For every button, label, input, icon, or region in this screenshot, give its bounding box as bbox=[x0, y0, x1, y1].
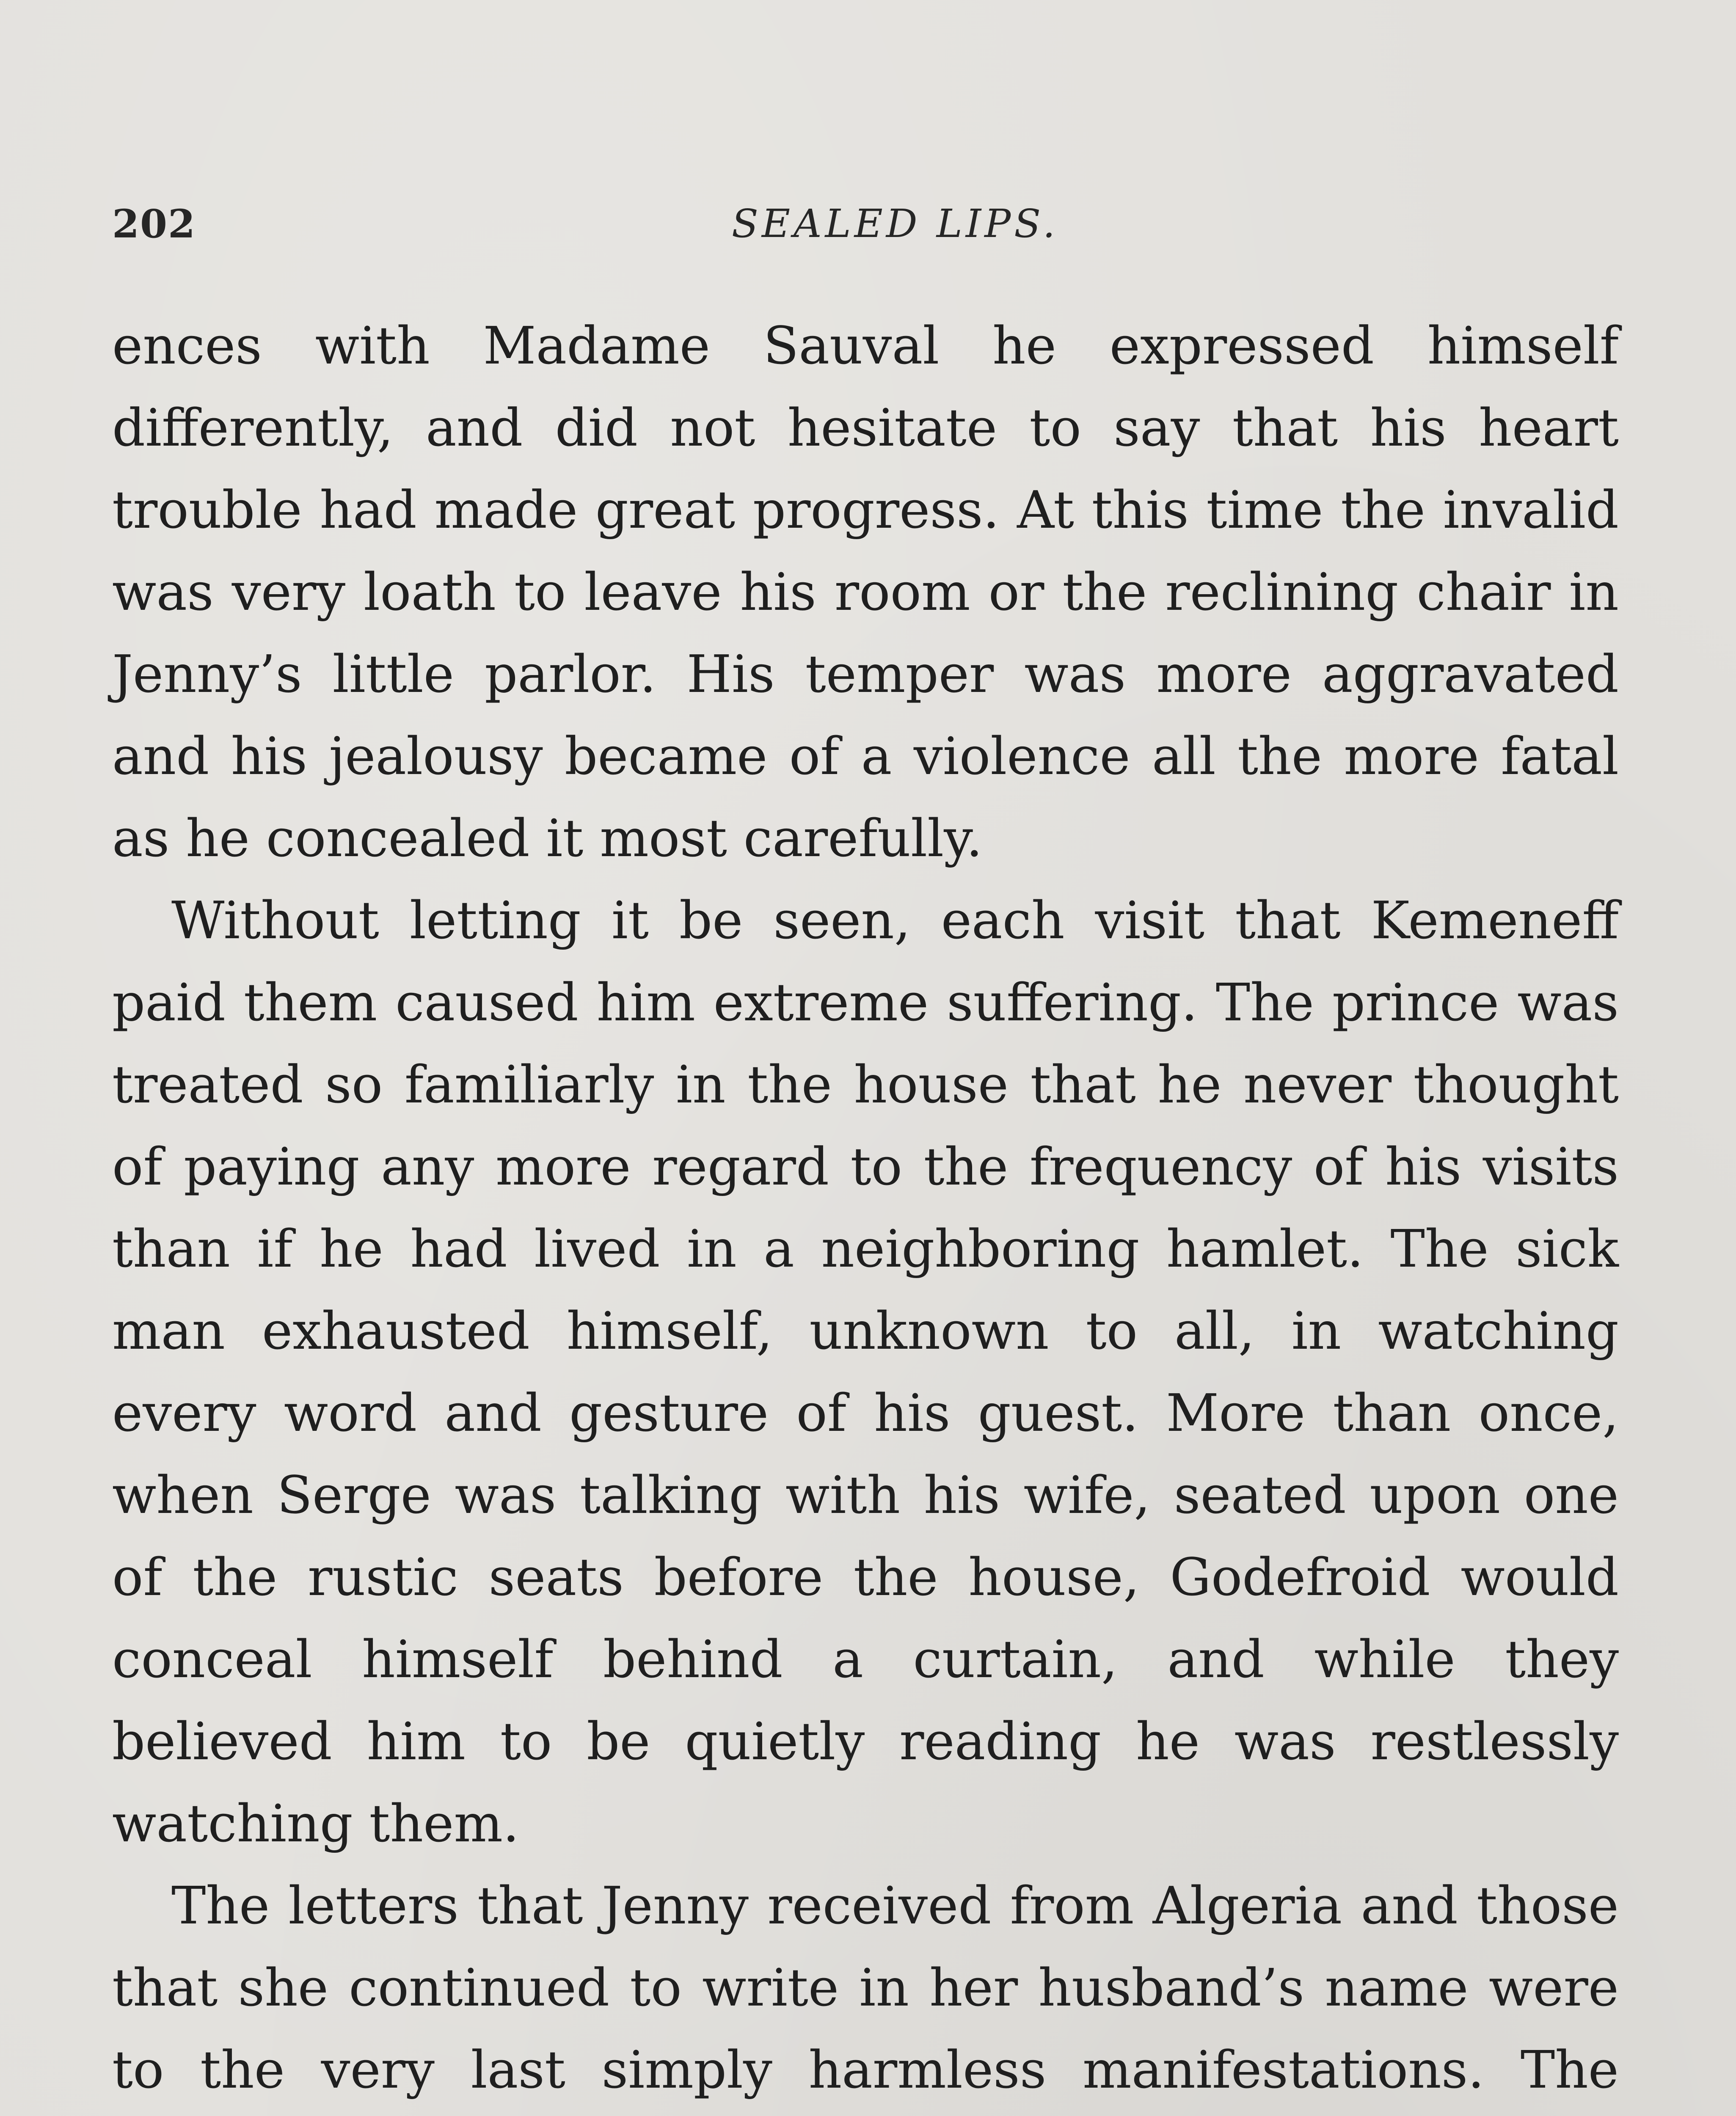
running-head bbox=[112, 193, 1610, 256]
running-title: SEALED LIPS. bbox=[731, 201, 1059, 246]
page-number: 202 bbox=[112, 201, 196, 247]
paragraph-1: ences with Madame Sauval he expressed himself differently, and did not hesitate to say that his heart trouble had made great progress. At this time the invalid was very loath to leave his room or the reclining chair in Jenny’s little parlor. His temper was more aggravated and his jealousy became of a violence all the more fatal as he concealed it most carefully. bbox=[112, 316, 1619, 868]
paragraph-2: Without letting it be seen, each visit that Kemeneff paid them caused him extreme suffering. The prince was treated so familiarly in the house that he never thought of paying any more regard to the frequency of his visits than if he had lived in a neighboring hamlet. The sick man exhausted himself, unknown to all, in watching every word and gesture of his guest. More than once, when Serge was talking with his wife, seated upon one of the rustic seats before the house, Godefroid would conceal himself behind a curtain, and while they believed him to be quietly reading he was restlessly watching them. bbox=[112, 890, 1619, 1854]
body-text bbox=[112, 305, 1619, 2116]
paragraph-3: The letters that Jenny received from Algeria and those that she continued to write in her husband’s name were to the very last simply harmless manifestations. The bbox=[112, 1876, 1619, 2100]
